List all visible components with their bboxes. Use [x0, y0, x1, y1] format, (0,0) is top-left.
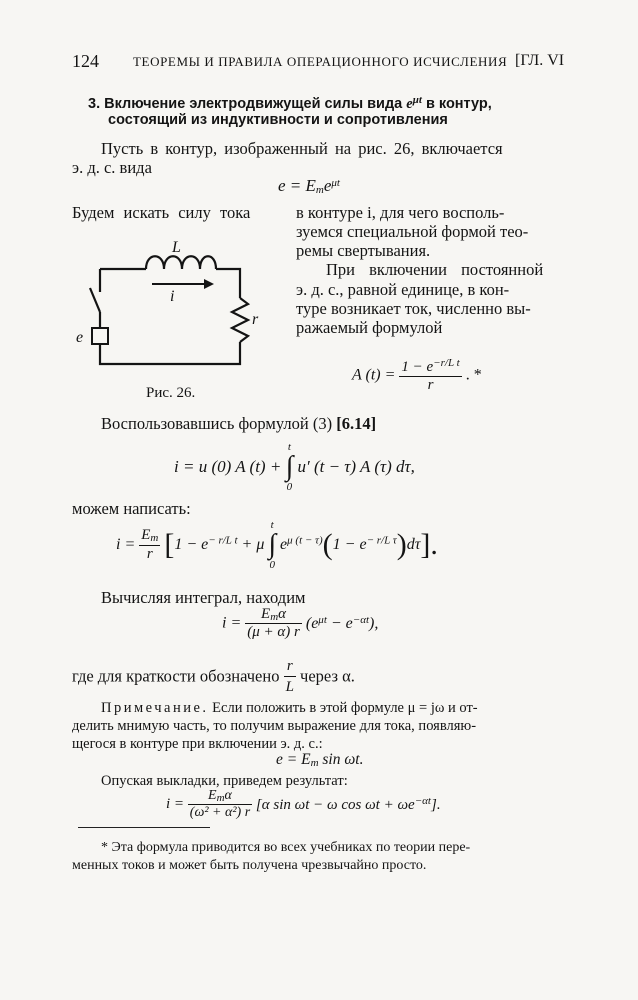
footnote-line: * Эта формула приводится во всех учебниках по теории пере- — [101, 840, 471, 855]
inductor — [146, 256, 216, 269]
equation-sin-emf: $e = E_m$ sin ωt. — [276, 751, 364, 770]
paragraph-line: э. д. с. вида — [72, 158, 152, 177]
label-e: e — [76, 329, 84, 346]
label-i: i — [170, 288, 175, 305]
paragraph-line: ремы свертывания. — [296, 241, 431, 260]
paragraph-line: Вычисляя интеграл, находим — [101, 588, 306, 607]
heading-text: 3. Включение электродвижущей силы вида — [88, 95, 403, 112]
equation-current-integral: i = $\frac{E_m}{r}$ [$1 - e^{- r/L t} + \mu$ t ∫ 0 $e^{\mu (t - \tau)}(1 - e^{- r/L \tau})d\tau$]. — [116, 519, 438, 571]
paragraph-line: можем написать: — [72, 499, 191, 518]
reference: [6.14] — [336, 414, 377, 433]
footnote-line: менных токов и может быть получена чрезвычайно просто. — [72, 858, 427, 873]
running-title: ТЕОРЕМЫ И ПРАВИЛА ОПЕРАЦИОННОГО ИСЧИСЛЕНИЯ — [133, 54, 508, 69]
equation-result: i = $\frac{E_m\alpha}{(\mu + \alpha) r}$ $(e^{\mu t} - e^{-\alpha t})$, — [222, 606, 379, 641]
equation-A: A (t) = $\frac{1 - e^{-r/L t}}{r}$ . * — [352, 357, 482, 393]
label-r: r — [252, 311, 259, 328]
heading-emf: $e^{\mu t}$ — [406, 94, 422, 112]
page-number: 124 — [72, 51, 99, 71]
integral-sign: t ∫ 0 — [285, 441, 294, 493]
note-label: Примечание. — [101, 700, 209, 716]
paragraph-line: ражаемый формулой — [296, 318, 443, 337]
equation-emf: $e = E_me^{\mu t}$ — [278, 176, 340, 197]
note-line: делить мнимую часть, то получим выражение для тока, появляю- — [72, 718, 477, 734]
switch — [90, 288, 100, 312]
equation-ac-result: i = $\frac{E_m\alpha}{\text{(ω² + α²) r}}$ [α sin ωt − ω $\cos \omega t + \omega e^{-\alpha t}$]. — [166, 788, 441, 821]
paragraph-line: Опуская выкладки, приведем результат: — [101, 773, 348, 789]
note-line: щегося в контуре при включении э. д. с.: — [72, 736, 323, 752]
label-L: L — [172, 239, 181, 256]
footnote-rule — [78, 827, 210, 828]
equation-convolution: i = u (0) A (t) + t ∫ 0 u′ (t − τ) A (τ) dτ, — [174, 441, 415, 493]
circuit-diagram — [76, 232, 270, 372]
paragraph-line: в контуре i, для чего восполь- — [296, 203, 505, 222]
paragraph-line: Воспользовавшись формулой (3) [6.14] — [101, 414, 377, 433]
fraction-r-L: $\frac{r}{L}$ — [285, 658, 294, 695]
note-line: Примечание. Если положить в этой формуле μ = jω и от- — [101, 700, 478, 716]
paragraph-line: При включении постоянной — [326, 260, 544, 279]
emf-source — [92, 328, 108, 344]
paragraph-line: зуемся специальной формой тео- — [296, 222, 529, 241]
paragraph-line: туре возникает ток, численно вы- — [296, 299, 531, 318]
resistor — [232, 298, 248, 342]
wire-top-right — [216, 269, 240, 298]
paragraph-line: Пусть в контур, изображенный на рис. 26, включается — [101, 139, 503, 158]
section-heading-line2: состоящий из индуктивности и сопротивления — [108, 112, 448, 128]
figure-caption: Рис. 26. — [146, 385, 196, 401]
chapter-label: [ГЛ. VI — [515, 52, 565, 69]
wire-bottom — [100, 342, 240, 364]
section-heading — [88, 94, 492, 113]
paragraph-line: Будем искать силу тока — [72, 203, 251, 222]
paragraph-line: э. д. с., равной единице, в кон- — [296, 280, 510, 299]
heading-text-end: в контур, — [425, 95, 492, 112]
paragraph-line: где для краткости обозначено $\frac{r}{L}$ через α. — [72, 658, 355, 695]
